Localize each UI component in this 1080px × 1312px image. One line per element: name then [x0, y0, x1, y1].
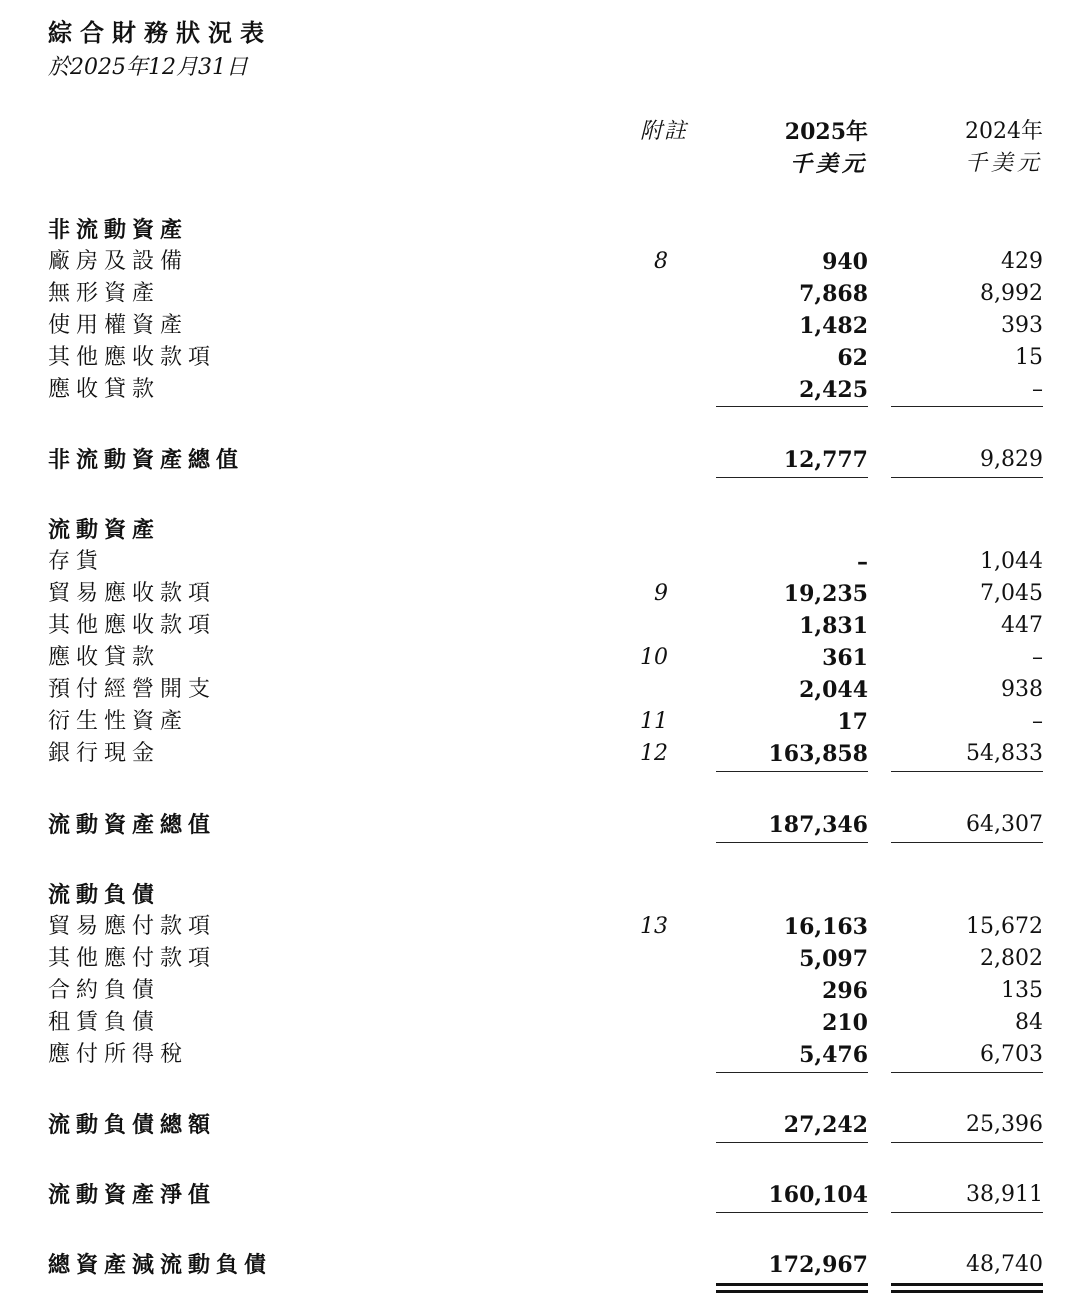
value-2024: 393 — [1001, 313, 1043, 338]
table-row — [0, 911, 1080, 943]
row-label: 總資產減流動負債 — [48, 1252, 273, 1278]
table-row — [0, 578, 1080, 610]
subtotal-rule — [891, 1072, 1043, 1073]
row-note: 9 — [654, 581, 668, 606]
value-2024: 9,829 — [980, 447, 1043, 472]
value-2024: – — [1032, 377, 1043, 402]
table-row — [0, 546, 1080, 578]
row-label: 應付所得稅 — [48, 1042, 189, 1067]
row-label: 非流動資產 — [48, 217, 189, 243]
year-2025-header: 2025年 — [784, 119, 868, 145]
row-note: 11 — [640, 709, 668, 734]
row-label: 流動資產 — [48, 517, 161, 543]
grand-total-row — [0, 1249, 1080, 1281]
row-label: 廠房及設備 — [48, 249, 189, 274]
total-rule — [716, 1212, 868, 1213]
double-rule-top — [891, 1283, 1043, 1286]
value-2025: 160,104 — [768, 1182, 868, 1208]
table-row — [0, 642, 1080, 674]
subtotal-rule — [716, 406, 868, 407]
table-row — [0, 943, 1080, 975]
row-label: 貿易應收款項 — [48, 581, 217, 606]
section-heading — [0, 514, 1080, 546]
value-2025: 27,242 — [783, 1112, 868, 1138]
value-2024: 48,740 — [966, 1252, 1043, 1277]
table-row — [0, 310, 1080, 342]
value-2025: 16,163 — [783, 914, 868, 940]
total-rule — [891, 1212, 1043, 1213]
value-2024: 64,307 — [966, 812, 1043, 837]
table-row — [0, 374, 1080, 406]
double-rule-bottom — [716, 1290, 868, 1293]
value-2024: 25,396 — [966, 1112, 1043, 1137]
row-label: 無形資產 — [48, 281, 161, 306]
table-row — [0, 610, 1080, 642]
subtotal-rule — [891, 406, 1043, 407]
table-row — [0, 975, 1080, 1007]
value-2025: 5,097 — [799, 946, 868, 972]
row-label: 其他應收款項 — [48, 345, 217, 370]
value-2025: 62 — [837, 345, 868, 371]
table-row — [0, 278, 1080, 310]
total-rule — [716, 1142, 868, 1143]
value-2024: 447 — [1001, 613, 1043, 638]
value-2025: 7,868 — [799, 281, 868, 307]
row-label: 流動負債總額 — [48, 1112, 217, 1138]
value-2024: 429 — [1001, 249, 1043, 274]
row-label: 使用權資產 — [48, 313, 189, 338]
row-label: 流動資產總值 — [48, 812, 217, 838]
subtotal-rule — [716, 1072, 868, 1073]
row-label: 其他應收款項 — [48, 613, 217, 638]
value-2025: 5,476 — [799, 1042, 868, 1068]
value-2025: 163,858 — [768, 741, 868, 767]
row-label: 應收貸款 — [48, 377, 161, 402]
value-2025: 19,235 — [783, 581, 868, 607]
value-2024: 38,911 — [966, 1182, 1043, 1207]
total-row — [0, 444, 1080, 476]
value-2025: 12,777 — [783, 447, 868, 473]
total-rule — [891, 842, 1043, 843]
total-row — [0, 1179, 1080, 1211]
total-rule — [891, 477, 1043, 478]
value-2024: 6,703 — [980, 1042, 1043, 1067]
section-heading — [0, 879, 1080, 911]
value-2025: 361 — [822, 645, 868, 671]
value-2025: 1,831 — [799, 613, 868, 639]
value-2024: 8,992 — [980, 281, 1043, 306]
value-2024: 15,672 — [966, 914, 1043, 939]
table-row — [0, 342, 1080, 374]
value-2025: 296 — [822, 978, 868, 1004]
table-row — [0, 1039, 1080, 1071]
value-2024: 2,802 — [980, 946, 1043, 971]
row-note: 10 — [640, 645, 668, 670]
row-label: 貿易應付款項 — [48, 914, 217, 939]
table-row — [0, 246, 1080, 278]
table-row — [0, 1007, 1080, 1039]
row-label: 合約負債 — [48, 978, 161, 1003]
row-label: 租賃負債 — [48, 1010, 161, 1035]
note-column-header: 附註 — [639, 119, 688, 144]
total-rule — [716, 477, 868, 478]
double-rule-bottom — [891, 1290, 1043, 1293]
total-row — [0, 809, 1080, 841]
year-2024-header: 2024年 — [965, 119, 1043, 144]
statement-title: 綜合財務狀況表 — [48, 18, 272, 47]
subtotal-rule — [716, 771, 868, 772]
value-2025: 172,967 — [768, 1252, 868, 1278]
value-2025: 187,346 — [768, 812, 868, 838]
unit-2024-header: 千美元 — [964, 151, 1043, 176]
value-2025: 210 — [822, 1010, 868, 1036]
value-2024: 938 — [1001, 677, 1043, 702]
row-note: 8 — [654, 249, 668, 274]
value-2024: 54,833 — [966, 741, 1043, 766]
value-2024: 15 — [1015, 345, 1043, 370]
total-row — [0, 1109, 1080, 1141]
subtotal-rule — [891, 771, 1043, 772]
total-rule — [716, 842, 868, 843]
table-row — [0, 706, 1080, 738]
row-label: 衍生性資產 — [48, 709, 189, 734]
table-row — [0, 738, 1080, 770]
value-2025: 2,425 — [799, 377, 868, 403]
value-2025: 2,044 — [799, 677, 868, 703]
value-2024: – — [1032, 709, 1043, 734]
row-label: 預付經營開支 — [48, 677, 217, 702]
value-2025: 1,482 — [799, 313, 868, 339]
value-2025: – — [857, 549, 868, 575]
row-label: 其他應付款項 — [48, 946, 217, 971]
total-rule — [891, 1142, 1043, 1143]
value-2025: 940 — [822, 249, 868, 275]
value-2024: 1,044 — [980, 549, 1043, 574]
table-row — [0, 674, 1080, 706]
row-label: 非流動資產總值 — [48, 447, 245, 473]
double-rule-top — [716, 1283, 868, 1286]
value-2024: 7,045 — [980, 581, 1043, 606]
row-label: 流動資產淨值 — [48, 1182, 217, 1208]
unit-2025-header: 千美元 — [789, 151, 868, 177]
row-label: 流動負債 — [48, 882, 161, 908]
value-2024: 84 — [1015, 1010, 1043, 1035]
row-label: 銀行現金 — [48, 741, 161, 766]
value-2024: 135 — [1001, 978, 1043, 1003]
row-note: 12 — [640, 741, 668, 766]
row-label: 存貨 — [48, 549, 105, 574]
section-heading — [0, 214, 1080, 246]
statement-date: 於2025年12月31日 — [48, 55, 248, 80]
row-note: 13 — [640, 914, 668, 939]
value-2024: – — [1032, 645, 1043, 670]
row-label: 應收貸款 — [48, 645, 161, 670]
value-2025: 17 — [837, 709, 868, 735]
